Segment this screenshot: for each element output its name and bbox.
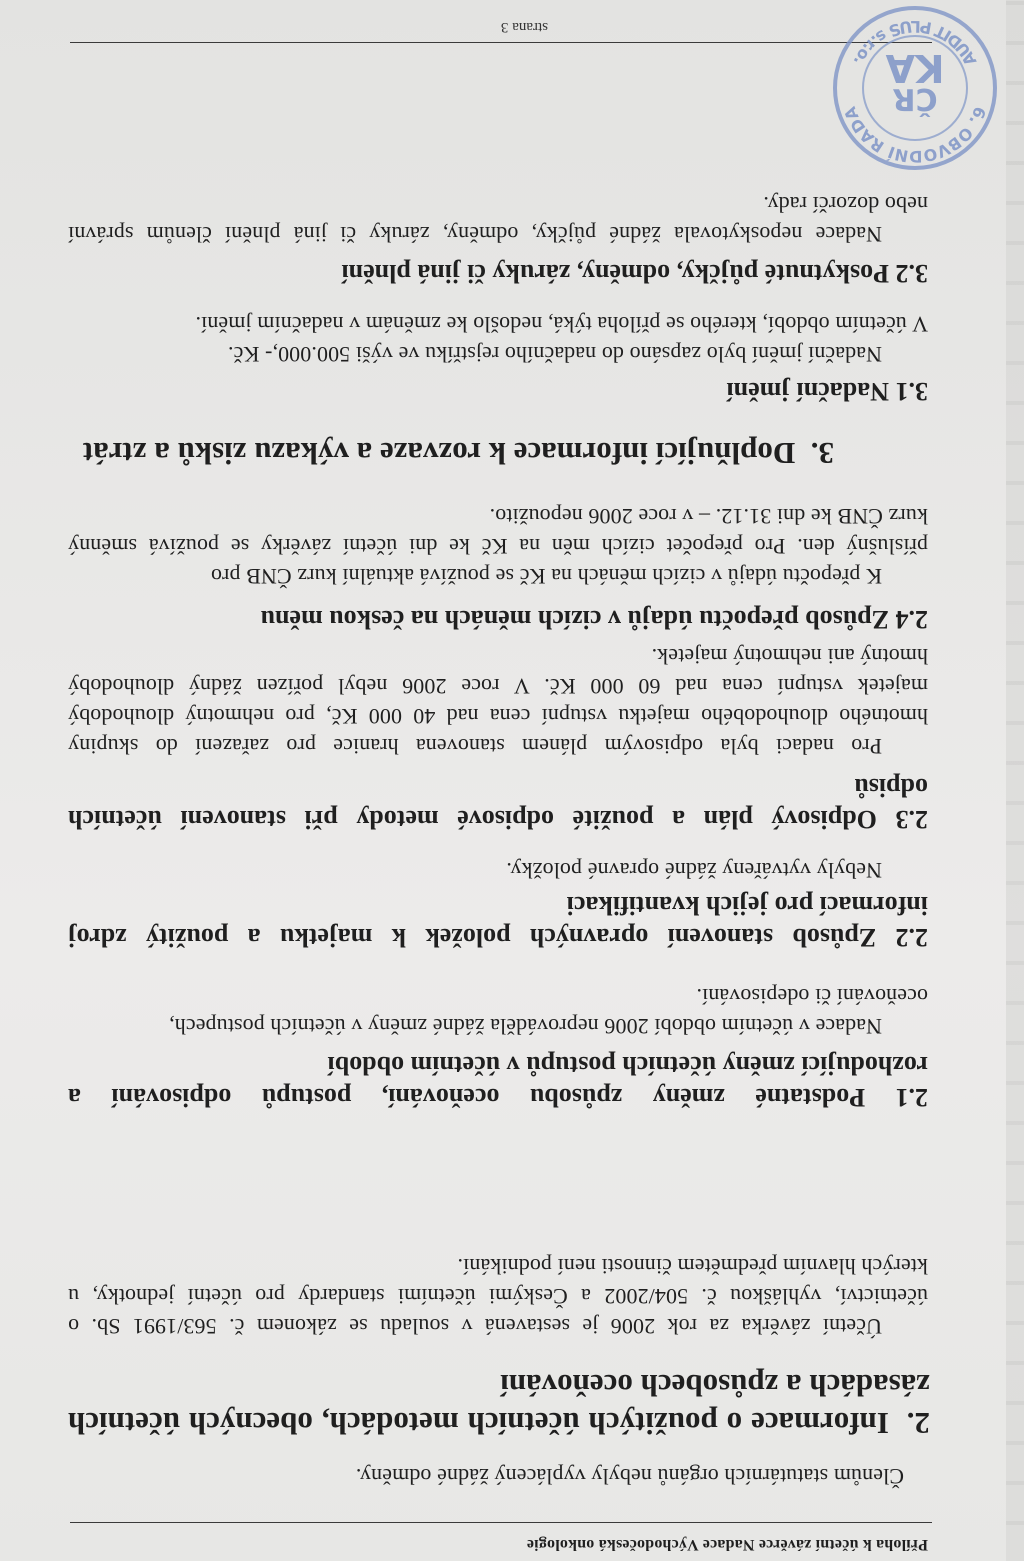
section-2-1-body [68, 981, 928, 1041]
section-3-1-heading: 3.1 Nadační jmění [726, 377, 928, 406]
section-2-2-title-line2: informací pro jejich kvantifikaci [566, 891, 928, 920]
section-2-2-body [68, 855, 928, 885]
section-2-1-title-line2: rozhodující změny účetních postupů v účetním období [327, 1051, 928, 1080]
section-2-title-line1: Informace o použitých účetních metodách, obecných účetních [68, 1406, 889, 1441]
section-2-2-body-line1: Nebyly vytvářeny žádné opravné položky. [506, 858, 882, 883]
section-2-3-title-line1: 2.3 Odpisový plán a použité odpisové metody při stanovení účetních [68, 805, 928, 834]
section-3-2-body-line1: Nadace neposkytovala žádné půjčky, odměny, záruky či jiná plnění členům správní [68, 222, 882, 247]
section-2-4-heading: 2.4 Způsob přepočtu údajů v cizích měnách na českou měnu [260, 605, 928, 634]
section-2-1-body-line2: oceňování či odepisování. [696, 984, 928, 1009]
section-2-3-body-line1: Pro nadaci byla odpisovým plánem stanovena hranice pro zařazení do skupiny [68, 734, 882, 759]
section-3-2-body-line2: nebo dozorčí rady. [763, 192, 928, 217]
section-2-1-body-line1: Nadace v účetním období 2006 neprováděla žádné změny v účetních postupech, [169, 1014, 882, 1039]
binding-edge [1006, 0, 1024, 1561]
section-2-4-body-line1: K přepočtu údajů v cizích měnách na Kč se používá aktuální kurz ČNB pro [210, 564, 882, 589]
section-2-3-body-line2: hmotného dlouhodobého majetku vstupní cena nad 40 000 Kč, pro nehmotný dlouhodobý [68, 704, 928, 729]
section-2-4-body [68, 501, 928, 591]
section-2-3-heading [68, 771, 928, 835]
footer-rule [70, 42, 932, 43]
header-rule [70, 1522, 932, 1523]
section-3-1-body-line1: Nadační jmění bylo zapsáno do nadačního rejstříku ve výši 500.000,- Kč. [227, 342, 882, 367]
stamp-monogram: KA [885, 46, 945, 90]
section-2-2-title-line1: 2.2 Způsob stanovení opravných položek k majetku a použitý zdroj [68, 923, 928, 952]
section-2-4-body-line2: příslušný den. Pro přepočet cizích měn na Kč ke dni účetní závěrky se používá směnný [68, 534, 928, 559]
stamp-top-text: 6. OBVODNÍ RADA [840, 104, 990, 167]
section-2-body [68, 1251, 928, 1341]
page-number: strana 3 [500, 19, 548, 35]
document-header: Příloha k účetní závěrce Nadace Východočeská onkologie [526, 1536, 928, 1553]
section-2-2-heading [68, 889, 928, 953]
intro-text: Členům statutárních orgánů nebyly vyplácený žádné odměny. [355, 1464, 904, 1489]
section-3-2-body [68, 189, 928, 249]
section-3-title: Doplňující informace k rozvaze a výkazu zisků a ztrát [82, 436, 796, 471]
section-2-number: 2. [906, 1406, 930, 1441]
section-3-1-body-line2: V účetním období, kterého se příloha týká, nedošlo ke změnám v nadačním jmění. [195, 312, 928, 337]
section-3-1-body [68, 309, 928, 369]
section-2-body-line2: účetnictví, vyhláškou č. 504/2002 a Českými účetními standardy pro účetní jednotky, u [68, 1284, 928, 1309]
section-2-3-title-line2: odpisů [854, 773, 928, 802]
section-3-2-heading: 3.2 Poskytnuté půjčky, odměny, záruky či jiná plnění [341, 259, 928, 288]
section-2-body-line3: kterých hlavním předmětem činnosti není podnikání. [457, 1254, 928, 1279]
section-2-3-body-line3: majetek vstupní cena nad 60 000 Kč. V roce 2006 nebyl pořízen žádný dlouhodobý [68, 674, 928, 699]
section-3-number: 3. [810, 436, 834, 471]
section-2-1-title-line1: 2.1 Podstatné změny způsobu oceňování, postupů odpisování a [68, 1083, 928, 1112]
section-2-body-line1: Účetní závěrka za rok 2006 je sestavená v souladu se zákonem č. 563/1991 Sb. o [68, 1314, 882, 1339]
section-3-heading [83, 435, 834, 471]
section-2-1-heading [68, 1049, 928, 1113]
section-2-heading [68, 1405, 930, 1441]
section-2-3-body-line4: hmotný ani nehmotný majetek. [651, 644, 928, 669]
stamp-middle-text: ČR [892, 81, 938, 116]
section-2-4-body-line3: kurz ČNB ke dni 31.12. – v roce 2006 nepoužito. [489, 504, 928, 529]
auditor-stamp [830, 3, 1000, 173]
section-2-3-body [68, 641, 928, 761]
stamp-bottom-text: AUDIT PLUS s.r.o. [849, 16, 981, 69]
section-2-title-line2: zásadách a způsobech oceňování [500, 1368, 930, 1403]
